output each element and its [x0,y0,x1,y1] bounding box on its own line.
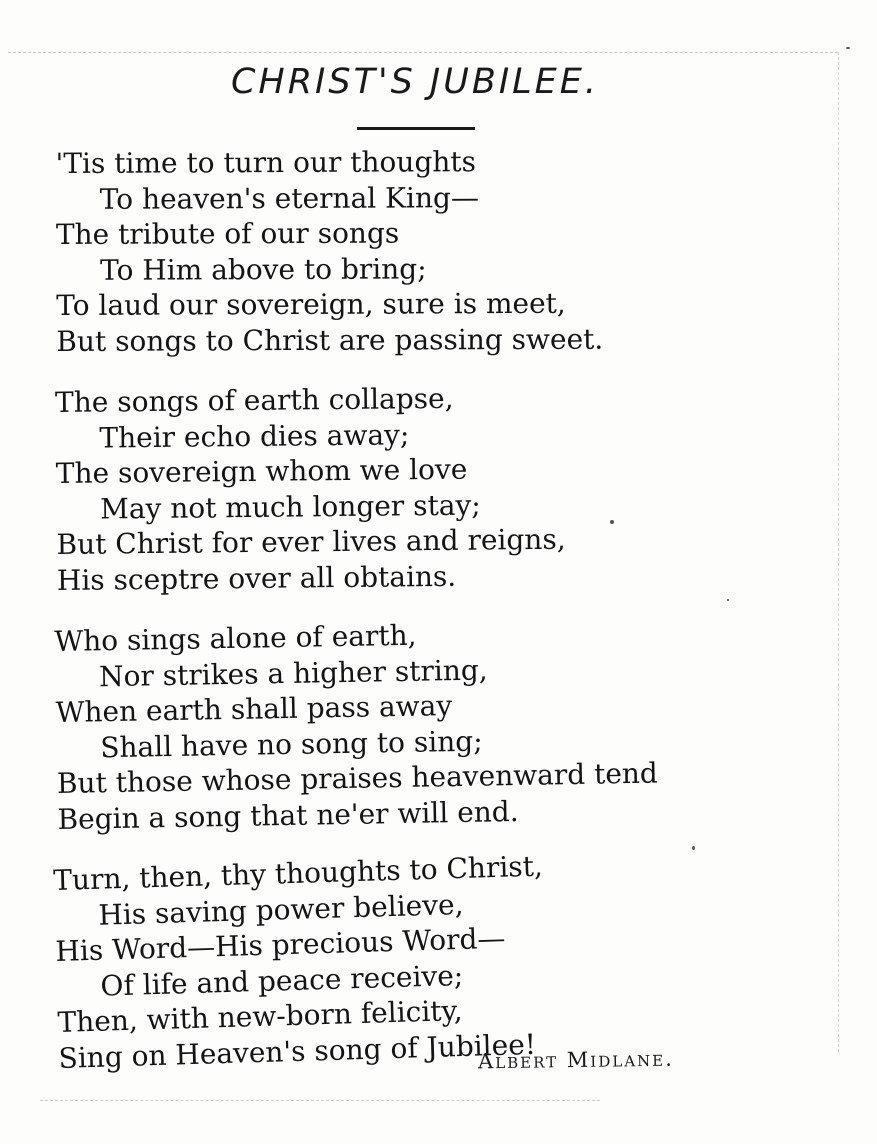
clipping-edge-top [8,52,838,53]
poem-line: The sovereign whom we love [55,452,468,491]
poem-line: To heaven's eternal King— [99,180,479,216]
poem-line: The songs of earth collapse, [54,381,454,420]
stanza-3 [54,611,818,837]
poem-line: His sceptre over all obtains. [56,559,457,597]
print-speck [610,520,614,524]
poem-line: Who sings alone of earth, [54,618,417,659]
poem-line: His Word—His precious Word— [54,921,506,969]
poem-line: Of life and peace receive; [100,958,464,1003]
author-signature: Albert Midlane. [477,1046,674,1074]
poem-line: But those whose praises heavenward tend [56,756,659,800]
print-speck [846,47,850,49]
poem-line: The tribute of our songs [55,216,400,252]
poem-line: But songs to Christ are passing sweet. [56,322,604,358]
clipping-edge-right [838,52,839,1052]
poem-line: To Him above to bring; [100,251,427,287]
poem-line: Shall have no song to sing; [100,724,483,764]
poem-line: To laud our sovereign, sure is meet, [56,286,566,322]
poem-line: 'Tis time to turn our thoughts [55,145,477,181]
stanza-1 [56,143,817,359]
poem-line: Turn, then, thy thoughts to Christ, [52,849,544,898]
print-speck [727,599,729,601]
poem-line: May not much longer stay; [100,488,481,526]
poem-line: Their echo dies away; [99,417,410,455]
title-rule [357,127,475,130]
poem-line: But Christ for ever lives and reigns, [56,522,566,561]
poem-body [52,145,816,1102]
poem-title: CHRIST'S JUBILEE. [230,62,600,102]
stanza-2 [55,377,817,598]
poem-line: When earth shall pass away [55,689,453,730]
poem-line: Sing on Heaven's song of Jubilee! [58,1027,537,1075]
poem-line: Begin a song that ne'er will end. [57,794,519,836]
stanza-4 [53,841,819,1076]
print-speck [692,846,695,850]
poem-line: Nor strikes a higher string, [98,652,488,693]
poem-line: His saving power believe, [97,887,464,932]
poem-line: Then, with new-born felicity, [57,993,463,1039]
